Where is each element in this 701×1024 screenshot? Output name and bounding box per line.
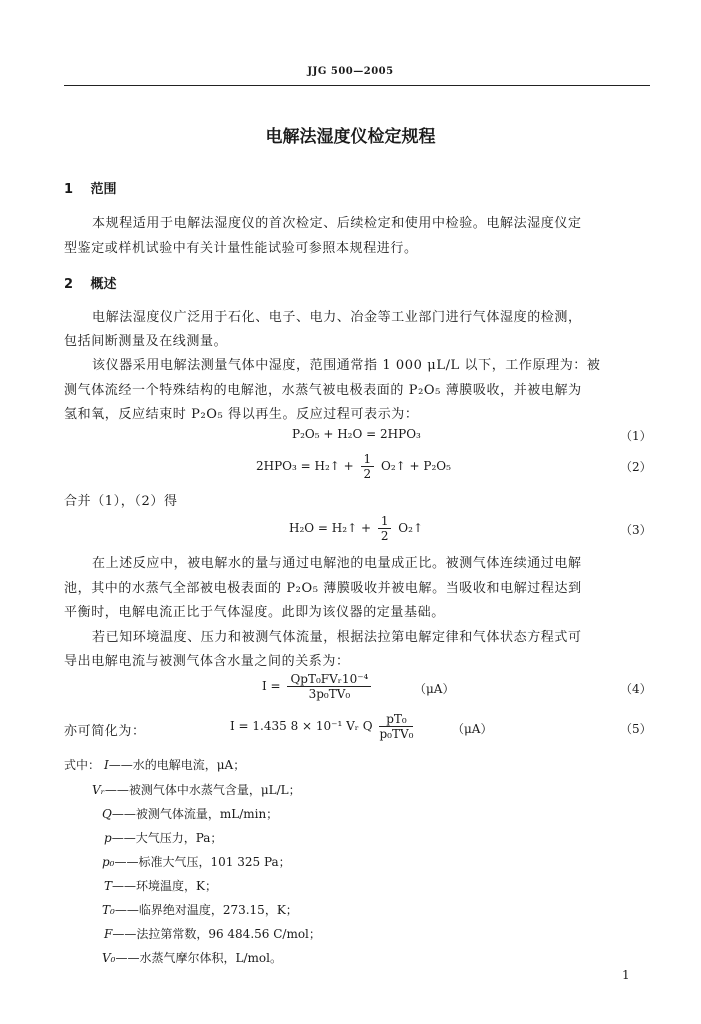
paragraph-line: 本规程适用于电解法湿度仪的首次检定、后续检定和使用中检验。电解法湿度仪定 [92,216,582,231]
equation-right: O₂↑ + P₂O₅ [381,459,451,473]
legend-item [102,853,291,870]
equation-left: I = [262,679,281,693]
paragraph-line: 池，其中的水蒸气全部被电极表面的 P₂O₅ 薄膜吸收并被电解。当吸收和电解过程达到 [64,581,582,596]
equation-4-unit: （μA） [414,682,455,696]
header-rule [64,85,650,86]
equation-1: P₂O₅ + H₂O = 2HPO₃ [292,427,421,441]
paragraph-line: 电解法湿度仪广泛用于石化、电子、电力、冶金等工业部门进行气体湿度的检测， [92,310,582,325]
legend-symbol: I [104,758,109,772]
legend-description: ——水的电解电流，μA； [108,758,246,772]
equation-2-number: （2） [620,460,652,474]
numerator: 1 [361,452,375,467]
legend-item [92,781,301,798]
paragraph-line: 平衡时，电解电流正比于气体湿度。此即为该仪器的定量基础。 [64,605,445,620]
legend-symbol: T₀ [102,903,115,917]
page-title: 电解法湿度仪检定规程 [265,127,436,147]
fraction [379,712,413,741]
numerator: QpT₀FVᵣ10⁻⁴ [287,672,371,687]
legend-intro: 式中： [64,758,101,772]
denominator: 2 [363,467,372,481]
merge-text: 合并（1），（2）得 [64,494,178,509]
legend-symbol: Vᵣ [92,783,105,797]
section-title: 概述 [90,277,117,292]
paragraph-line: 型鉴定或样机试验中有关计量性能试验可参照本规程进行。 [64,241,418,256]
equation-5-number: （5） [620,722,652,736]
legend-symbol: F [104,927,113,941]
paragraph-line: 在上述反应中，被电解水的量与通过电解池的电量成正比。被测气体连续通过电解 [92,556,582,571]
paragraph-line: 若已知环境温度、压力和被测气体流量，根据法拉第电解定律和气体状态方程式可 [92,630,582,645]
legend-description: ——大气压力，Pa； [111,831,223,845]
fraction [378,514,392,543]
equation-right: O₂↑ [398,521,423,535]
section-title: 范围 [90,182,117,197]
fraction [361,452,375,481]
page-number: 1 [622,968,630,982]
paragraph-line: 导出电解电流与被测气体含水量之间的关系为： [64,654,350,669]
equation-5 [230,712,416,741]
legend-symbol: p [104,831,112,845]
equation-4 [262,672,374,701]
simplify-text: 亦可简化为： [64,724,146,739]
paragraph-line: 包括间断测量及在线测量。 [64,334,228,349]
section-1-heading [64,178,117,197]
equation-left: 2HPO₃ = H₂↑ + [256,459,354,473]
legend-item [104,877,217,894]
denominator: 2 [380,529,389,543]
fraction [287,672,371,701]
paragraph-line: 氢和氧，反应结束时 P₂O₅ 得以再生。反应过程可表示为： [64,407,419,422]
legend-description: ——临界绝对温度，273.15，K； [114,903,298,917]
legend-description: ——水蒸气摩尔体积，L/mol。 [115,951,282,965]
numerator: pT₀ [379,712,413,727]
denominator: 3p₀TV₀ [308,687,351,701]
section-number: 2 [64,277,74,292]
equation-4-number: （4） [620,682,652,696]
legend-symbol: T [104,879,113,893]
equation-1-number: （1） [620,429,652,443]
legend-item [104,925,321,942]
section-2-heading [64,273,117,292]
legend-description: ——被测气体中水蒸气含量，μL/L； [104,783,301,797]
equation-5-unit: （μA） [452,722,493,736]
paragraph-line: 测气体流经一个特殊结构的电解池，水蒸气被电极表面的 P₂O₅ 薄膜吸收，并被电解为 [64,383,582,398]
equation-left: I = 1.435 8 × 10⁻¹ Vᵣ Q [230,719,373,733]
legend-symbol: Q [102,807,112,821]
legend-description: ——法拉第常数，96 484.56 C/mol； [112,927,321,941]
equation-3-number: （3） [620,523,652,537]
equation-3 [289,514,423,543]
legend-description: ——环境温度，K； [112,879,217,893]
legend-description: ——标准大气压，101 325 Pa； [114,855,291,869]
legend-description: ——被测气体流量，mL/min； [111,807,279,821]
legend-item [102,805,278,822]
legend-symbol: p₀ [102,855,115,869]
equation-2 [256,452,451,481]
legend-symbol: V₀ [102,951,116,965]
numerator: 1 [378,514,392,529]
paragraph-line: 该仪器采用电解法测量气体中湿度，范围通常指 1 000 μL/L 以下，工作原理为：被 [92,358,601,373]
document-code-header: JJG 500—2005 [307,66,394,77]
denominator: p₀TV₀ [379,727,414,741]
section-number: 1 [64,182,74,197]
legend-item [102,901,298,918]
legend-item [102,949,282,966]
legend-item [104,756,245,773]
legend-item [104,829,222,846]
equation-left: H₂O = H₂↑ + [289,521,371,535]
